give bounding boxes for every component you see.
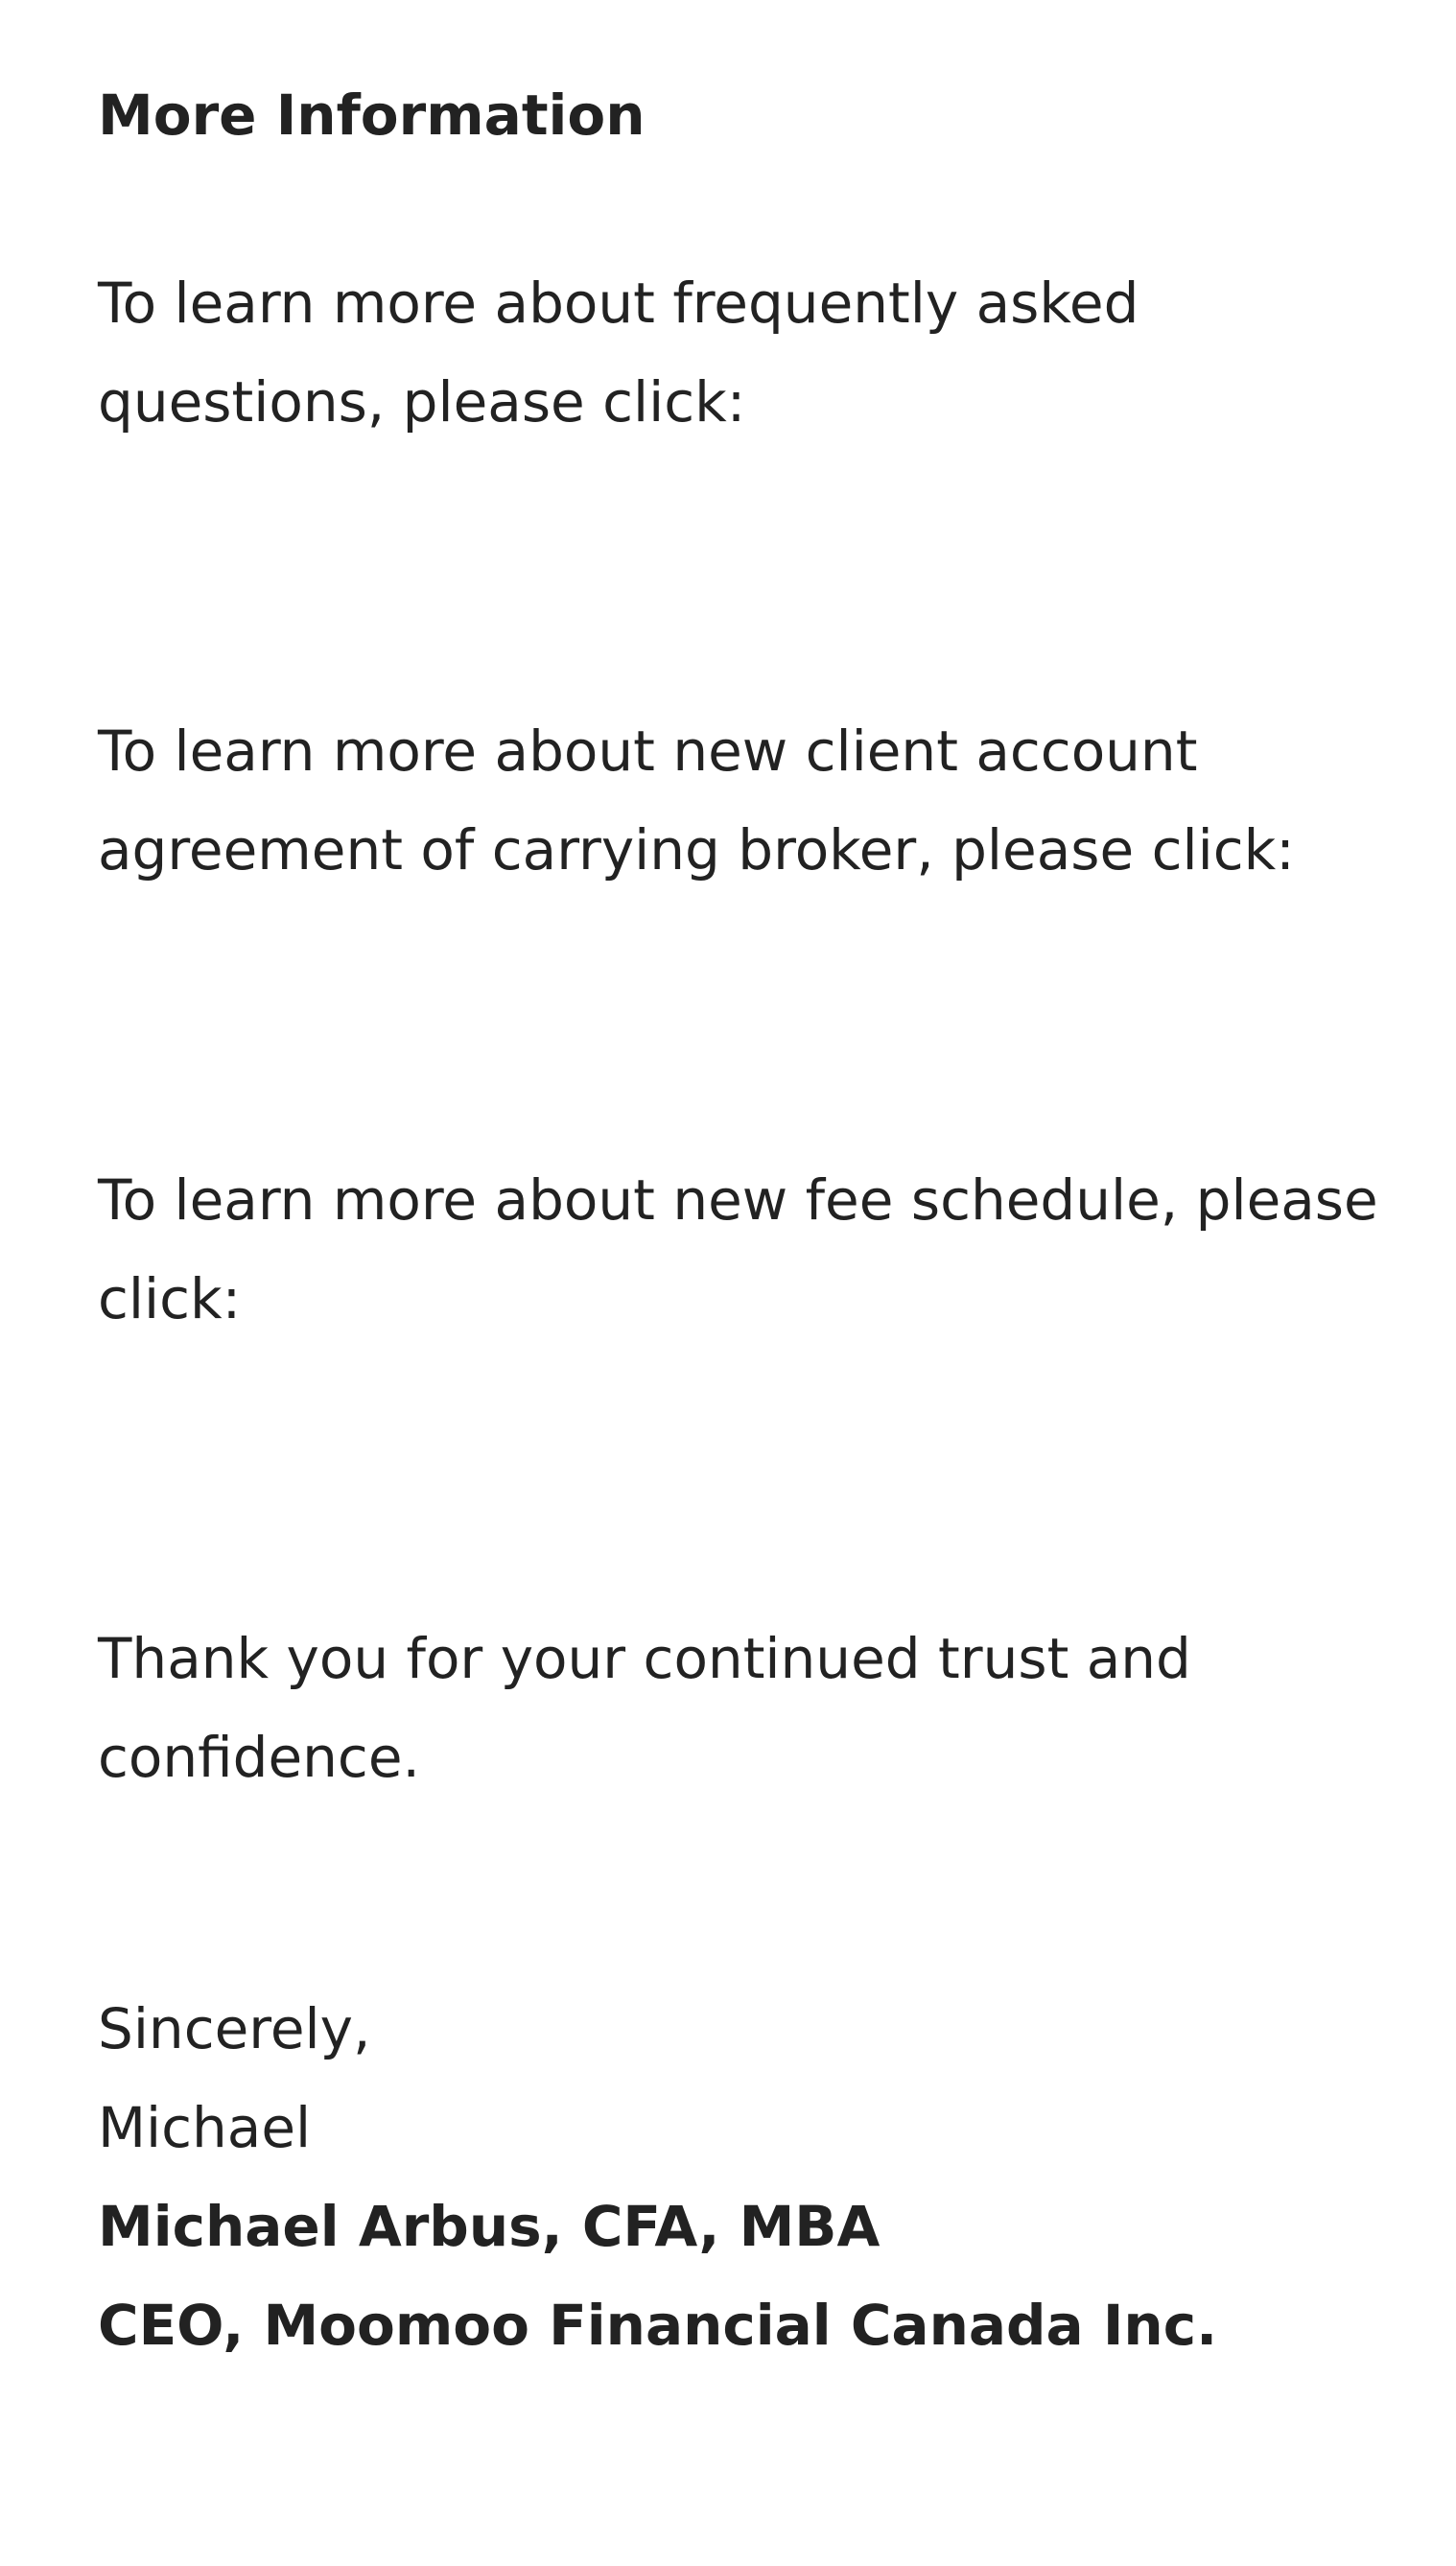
section-heading: More Information (98, 82, 646, 148)
faq-line-2: questions, please click: (98, 369, 746, 435)
faq-line-1: To learn more about frequently asked (98, 271, 1139, 336)
fee-line-1: To learn more about new fee schedule, please (98, 1167, 1378, 1233)
fee-schedule-paragraph (98, 1151, 1383, 1349)
fee-schedule-link-slot (98, 1358, 1383, 1464)
agreement-line-1: To learn more about new client account (98, 718, 1198, 784)
closing: Sincerely, (98, 1996, 371, 2061)
thanks-line-2: confidence. (98, 1725, 420, 1790)
signature-block (98, 1980, 1217, 2375)
agreement-link-slot (98, 909, 1383, 1015)
signer-first-name: Michael (98, 2095, 312, 2160)
faq-link-slot (98, 460, 1383, 566)
signer-full-name: Michael Arbus, CFA, MBA (98, 2194, 881, 2259)
faq-paragraph (98, 254, 1383, 452)
signer-title: CEO, Moomoo Financial Canada Inc. (98, 2293, 1218, 2358)
thanks-line-1: Thank you for your continued trust and (98, 1626, 1191, 1691)
agreement-paragraph (98, 702, 1383, 900)
fee-line-2: click: (98, 1266, 242, 1331)
agreement-line-2: agreement of carrying broker, please click: (98, 817, 1295, 883)
thank-you-paragraph (98, 1610, 1383, 1807)
